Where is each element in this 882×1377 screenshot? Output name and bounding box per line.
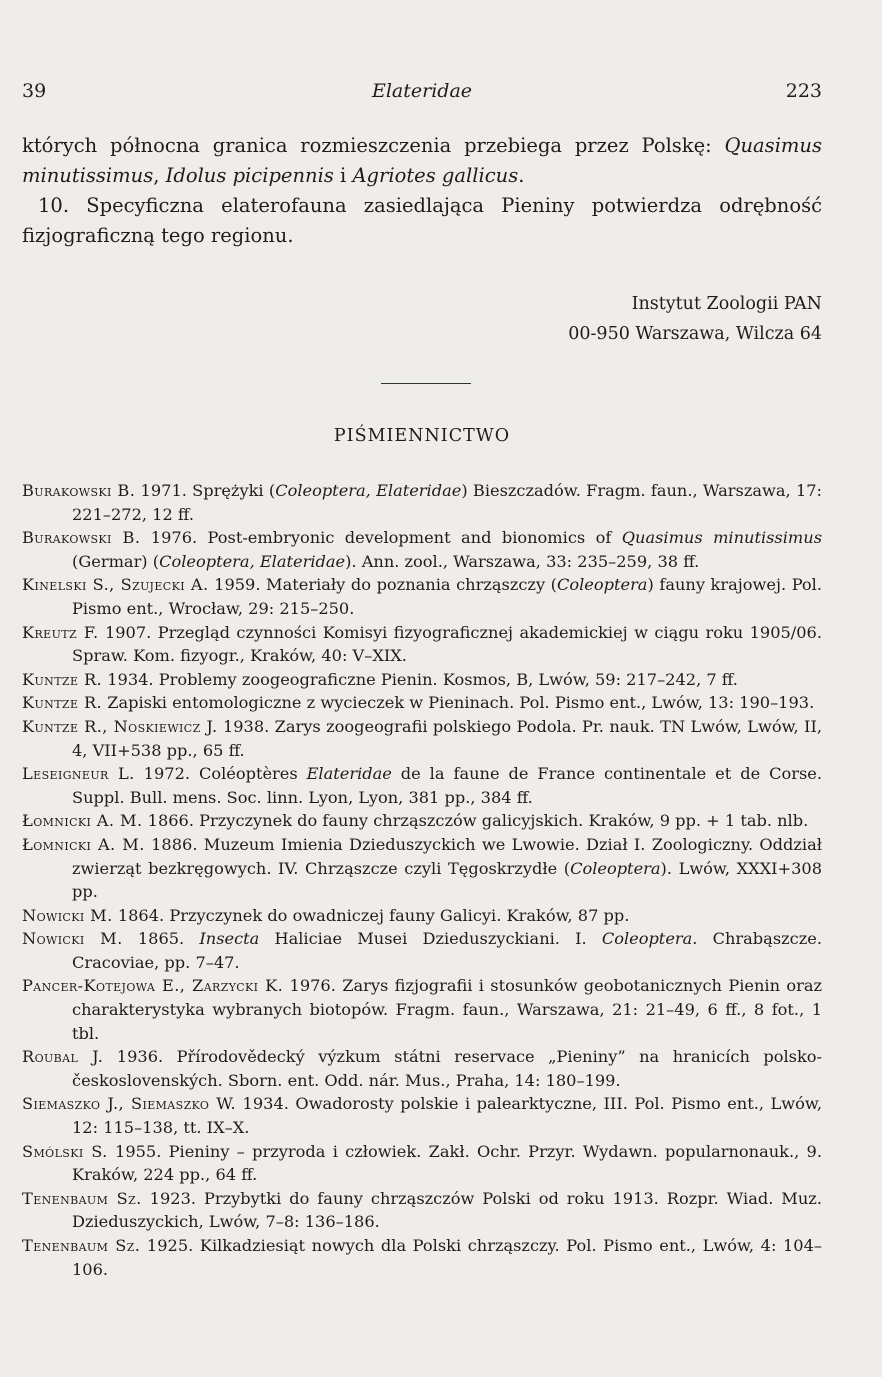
reference-author: Nowicki M. xyxy=(22,929,123,949)
bibliography-heading: PIŚMIENNICTWO xyxy=(333,426,511,446)
reference-entry xyxy=(22,573,822,620)
reference-italic: Coleoptera xyxy=(570,858,661,878)
reference-text: 1907. Przegląd czynności Komisyi fizyograficznej akademickiej w ciągu roku 1905/06. Spraw. Kom. fizyogr., Kraków, 40: V–XIX. xyxy=(72,622,822,666)
author-affiliation xyxy=(22,289,822,349)
reference-entry xyxy=(22,479,822,526)
body-text xyxy=(22,131,822,251)
reference-text: 1971. Sprężyki ( xyxy=(135,481,276,500)
reference-author: Kuntze R. xyxy=(22,693,103,713)
reference-italic: Coleoptera xyxy=(556,575,648,595)
affiliation-address: 00-950 Warszawa, Wilcza 64 xyxy=(568,324,822,344)
paragraph-9-end xyxy=(22,131,822,191)
reference-author: Łomnicki A. M. xyxy=(22,834,145,854)
reference-entry xyxy=(22,1140,822,1187)
reference-text: Zapiski entomologiczne z wycieczek w Pieninach. Pol. Pismo ent., Lwów, 13: 190–193. xyxy=(102,693,815,713)
reference-author: Smólski S. xyxy=(22,1141,108,1161)
text-span: , xyxy=(153,164,166,187)
reference-text: ). Lwów, XXXI+308 pp. xyxy=(72,858,822,902)
reference-entry xyxy=(22,1187,822,1234)
reference-entry xyxy=(22,809,822,833)
reference-text: 1886. Muzeum Imienia Dzieduszyckich we Lwowie. Dział I. Zoologiczny. Oddział zwierząt bezkręgowych. IV. Chrząszcze czyli Tęgoskrzydłe ( xyxy=(72,834,823,878)
reference-author: Kuntze R. xyxy=(22,669,103,689)
section-divider xyxy=(381,383,471,384)
reference-author: Burakowski B. xyxy=(22,528,141,548)
reference-text: 1936. Přírodovědecký výzkum státni reservace „Pieniny” na hranicích polsko-československých. Sborn. ent. Odd. nár. Mus., Praha, 14: 180–199. xyxy=(72,1047,822,1090)
reference-author: Pancer-Kotejowa E., Zarzycki K. xyxy=(22,976,284,996)
reference-italic: Elateridae xyxy=(306,764,392,784)
text-span: i xyxy=(333,164,353,187)
reference-italic: Coleoptera xyxy=(601,929,693,949)
reference-text: 1923. Przybytki do fauny chrząszczów Polski od roku 1913. Rozpr. Wiad. Muz. Dzieduszyckich, Lwów, 7–8: 136–186. xyxy=(72,1188,822,1232)
reference-text: 1864. Przyczynek do owadniczej fauny Galicyi. Kraków, 87 pp. xyxy=(112,905,630,925)
paragraph-10: 10. Specyficzna elaterofauna zasiedlająca Pieniny potwierdza odrębność fizjograficzną tego regionu. xyxy=(22,194,822,247)
reference-author: Roubal J. xyxy=(22,1047,104,1067)
reference-entry xyxy=(22,927,822,974)
reference-text: 1866. Przyczynek do fauny chrząszczów galicyjskich. Kraków, 9 pp. + 1 tab. nlb. xyxy=(142,811,809,831)
reference-author: Kuntze R., Noskiewicz J. xyxy=(22,716,218,736)
reference-author: Kinelski S., Szujecki A. xyxy=(22,575,209,595)
reference-entry xyxy=(22,762,822,809)
reference-text: 1972. Coléoptères xyxy=(134,764,307,784)
reference-text: de la faune de France continentale et de Corse. Suppl. Bull. mens. Soc. linn. Lyon, Lyon, 381 pp., 384 ff. xyxy=(72,764,822,807)
reference-author: Nowicki M. xyxy=(22,905,113,925)
reference-entry xyxy=(22,833,822,904)
reference-text: (Germar) ( xyxy=(72,551,160,571)
reference-text: 1934. Owadorosty polskie i palearktyczne, III. Pol. Pismo ent., Lwów, 12: 115–138, tt. IX–X. xyxy=(72,1094,822,1138)
reference-text: . Chrabąszcze. Cracoviae, pp. 7–47. xyxy=(72,929,822,972)
reference-text: 1959. Materiały do poznania chrząszczy ( xyxy=(208,575,557,595)
reference-author: Tenenbaum Sz. xyxy=(22,1188,142,1208)
reference-italic: Coleoptera, Elateridae xyxy=(275,481,462,500)
reference-author: Burakowski B. xyxy=(22,481,136,500)
text-span: . xyxy=(518,164,525,187)
reference-text: 1934. Problemy zoogeograficzne Pienin. Kosmos, B, Lwów, 59: 217–242, 7 ff. xyxy=(102,669,738,689)
reference-entry xyxy=(22,691,822,715)
text-span: których północna granica rozmieszczenia przebiega przez Polskę: xyxy=(22,134,725,157)
affiliation-institute: Instytut Zoologii PAN xyxy=(631,294,822,314)
reference-text: 1925. Kilkadziesiąt nowych dla Polski chrząszczy. Pol. Pismo ent., Lwów, 4: 104–106. xyxy=(72,1236,822,1279)
page-number: 223 xyxy=(785,80,822,102)
reference-italic: Insecta xyxy=(199,929,260,949)
bibliography-list xyxy=(22,479,822,1281)
species-name: Quasimus minutissimus xyxy=(22,134,822,187)
reference-author: Leseigneur L. xyxy=(22,764,135,784)
reference-text: Haliciae Musei Dzieduszyckiani. I. xyxy=(259,929,602,949)
reference-text: ) fauny krajowej. Pol. Pismo ent., Wrocław, 29: 215–250. xyxy=(72,575,822,618)
reference-entry xyxy=(22,715,822,762)
reference-entry xyxy=(22,668,822,692)
reference-italic: Quasimus minutissimus xyxy=(621,528,822,548)
species-name: Idolus picipennis xyxy=(165,164,334,187)
reference-text: 1955. Pieniny – przyroda i człowiek. Zakł. Ochr. Przyr. Wydawn. popularnonauk., 9. Kraków, 224 pp., 64 ff. xyxy=(72,1141,823,1185)
reference-author: Łomnicki A. M. xyxy=(22,811,143,831)
reference-author: Siemaszko J., Siemaszko W. xyxy=(22,1094,237,1114)
journal-number: 39 xyxy=(22,80,47,102)
reference-entry xyxy=(22,1234,822,1281)
reference-entry xyxy=(22,1045,822,1092)
species-name: Agriotes gallicus xyxy=(352,164,519,187)
reference-text: ) Bieszczadów. Fragm. faun., Warszawa, 17: 221–272, 12 ff. xyxy=(72,481,823,524)
reference-entry xyxy=(22,904,822,928)
reference-entry xyxy=(22,621,822,668)
reference-entry xyxy=(22,974,822,1045)
reference-author: Tenenbaum Sz. xyxy=(22,1236,141,1255)
reference-text: 1938. Zarys zoogeografii polskiego Podola. Pr. nauk. TN Lwów, Lwów, II, 4, VII+538 pp., 65 ff. xyxy=(72,716,822,760)
reference-text: ). Ann. zool., Warszawa, 33: 235–259, 38 ff. xyxy=(345,551,700,571)
reference-text: 1865. xyxy=(122,929,200,949)
reference-author: Kreutz F. xyxy=(22,622,99,642)
reference-text: 1976. Zarys fizjografii i stosunków geobotanicznych Pienin oraz charakterystyka wybranych biotopów. Fragm. faun., Warszawa, 21: 21–49, 6 ff., 8 fot., 1 tbl. xyxy=(72,976,823,1043)
reference-entry xyxy=(22,526,822,573)
reference-entry xyxy=(22,1092,822,1139)
reference-text: 1976. Post-embryonic development and bionomics of xyxy=(140,528,622,548)
running-header xyxy=(22,80,822,108)
reference-italic: Coleoptera, Elateridae xyxy=(159,551,346,571)
running-title: Elateridae xyxy=(371,80,473,102)
